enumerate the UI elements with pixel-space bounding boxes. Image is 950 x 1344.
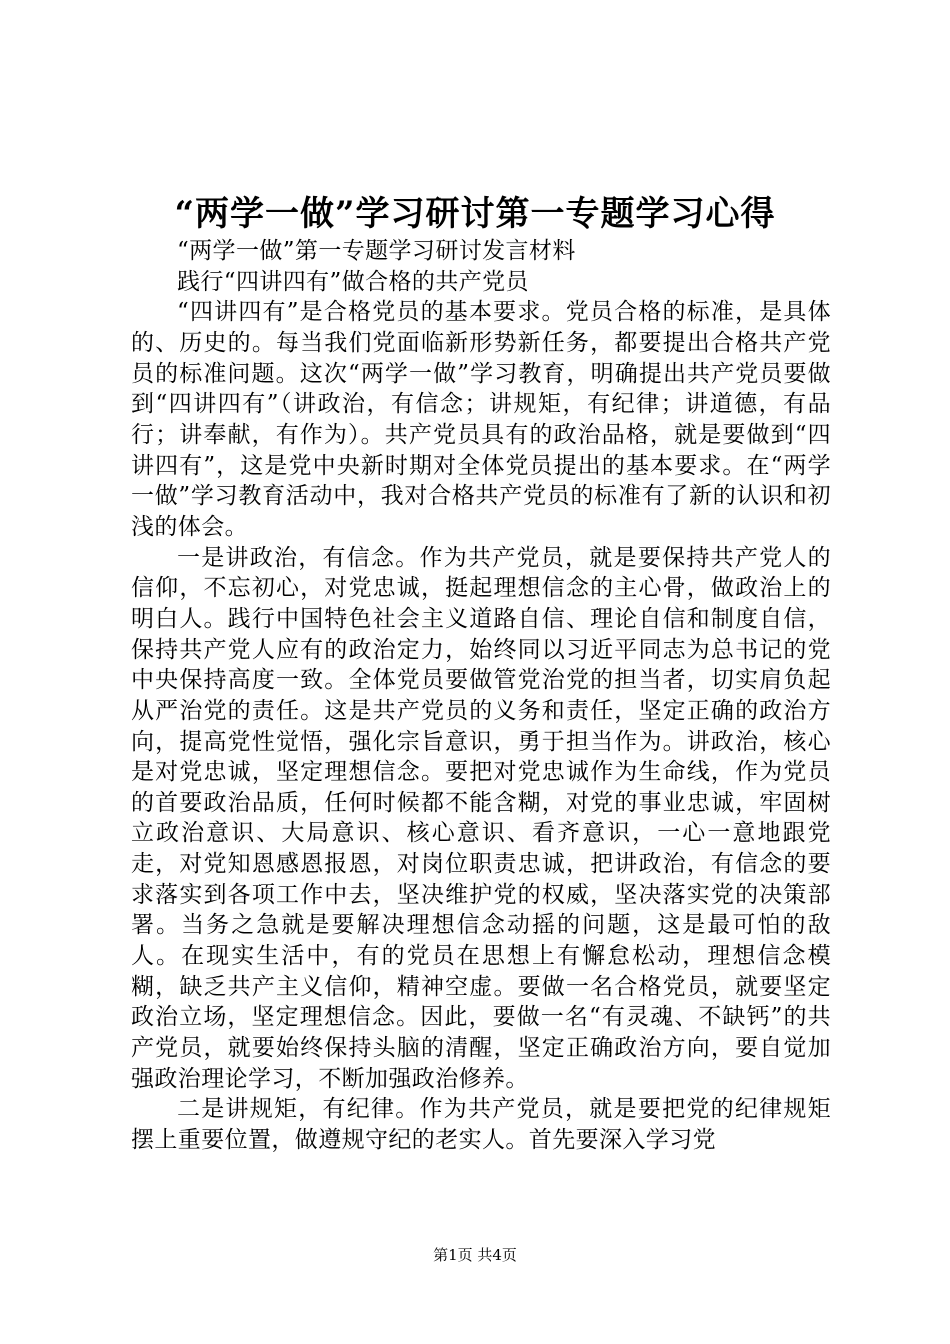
body-paragraph: “四讲四有”是合格党员的基本要求。党员合格的标准，是具体的、历史的。每当我们党面临新形势新任务，都要提出合格共产党员的标准问题。这次“两学一做”学习教育，明确提出共产党员要做到“四讲四有”（讲政治，有信念；讲规矩，有纪律；讲道德，有品行；讲奉献，有作为）。共产党员具有的政治品格，就是要做到“四讲四有”，这是党中央新时期对全体党员提出的基本要求。在“两学一做”学习教育活动中，我对合格共产党员的标准有了新的认识和初浅的体会。 — [131, 299, 831, 540]
document-body — [131, 236, 831, 1156]
page-footer: 第1页 共4页 — [433, 1246, 517, 1264]
document-title: “两学一做”学习研讨第一专题学习心得 — [174, 194, 776, 234]
body-paragraph: 二是讲规矩，有纪律。作为共产党员，就是要把党的纪律规矩摆上重要位置，做遵规守纪的老实人。首先要深入学习党 — [131, 1096, 831, 1154]
subtitle-paragraph: “两学一做”第一专题学习研讨发言材料 — [177, 238, 576, 264]
body-paragraph: 一是讲政治，有信念。作为共产党员，就是要保持共产党人的信仰，不忘初心，对党忠诚，挺起理想信念的主心骨，做政治上的明白人。践行中国特色社会主义道路自信、理论自信和制度自信，保持共产党人应有的政治定力，始终同以习近平同志为总书记的党中央保持高度一致。全体党员要做管党治党的担当者，切实肩负起从严治党的责任。这是共产党员的义务和责任，坚定正确的政治方向，提高党性觉悟，强化宗旨意识，勇于担当作为。讲政治，核心是对党忠诚，坚定理想信念。要把对党忠诚作为生命线，作为党员的首要政治品质，任何时候都不能含糊，对党的事业忠诚，牢固树立政治意识、大局意识、核心意识、看齐意识，一心一意地跟党走，对党知恩感恩报恩，对岗位职责忠诚，把讲政治，有信念的要求落实到各项工作中去，坚决维护党的权威，坚决落实党的决策部署。当务之急就是要解决理想信念动摇的问题，这是最可怕的敌人。在现实生活中，有的党员在思想上有懈怠松动，理想信念模糊，缺乏共产主义信仰，精神空虚。要做一名合格党员，就要坚定政治立场，坚定理想信念。因此，要做一名“有灵魂、不缺钙”的共产党员，就要始终保持头脑的清醒，坚定正确政治方向，要自觉加强政治理论学习，不断加强政治修养。 — [131, 544, 831, 1092]
subheading-paragraph: 践行“四讲四有”做合格的共产党员 — [177, 268, 529, 295]
